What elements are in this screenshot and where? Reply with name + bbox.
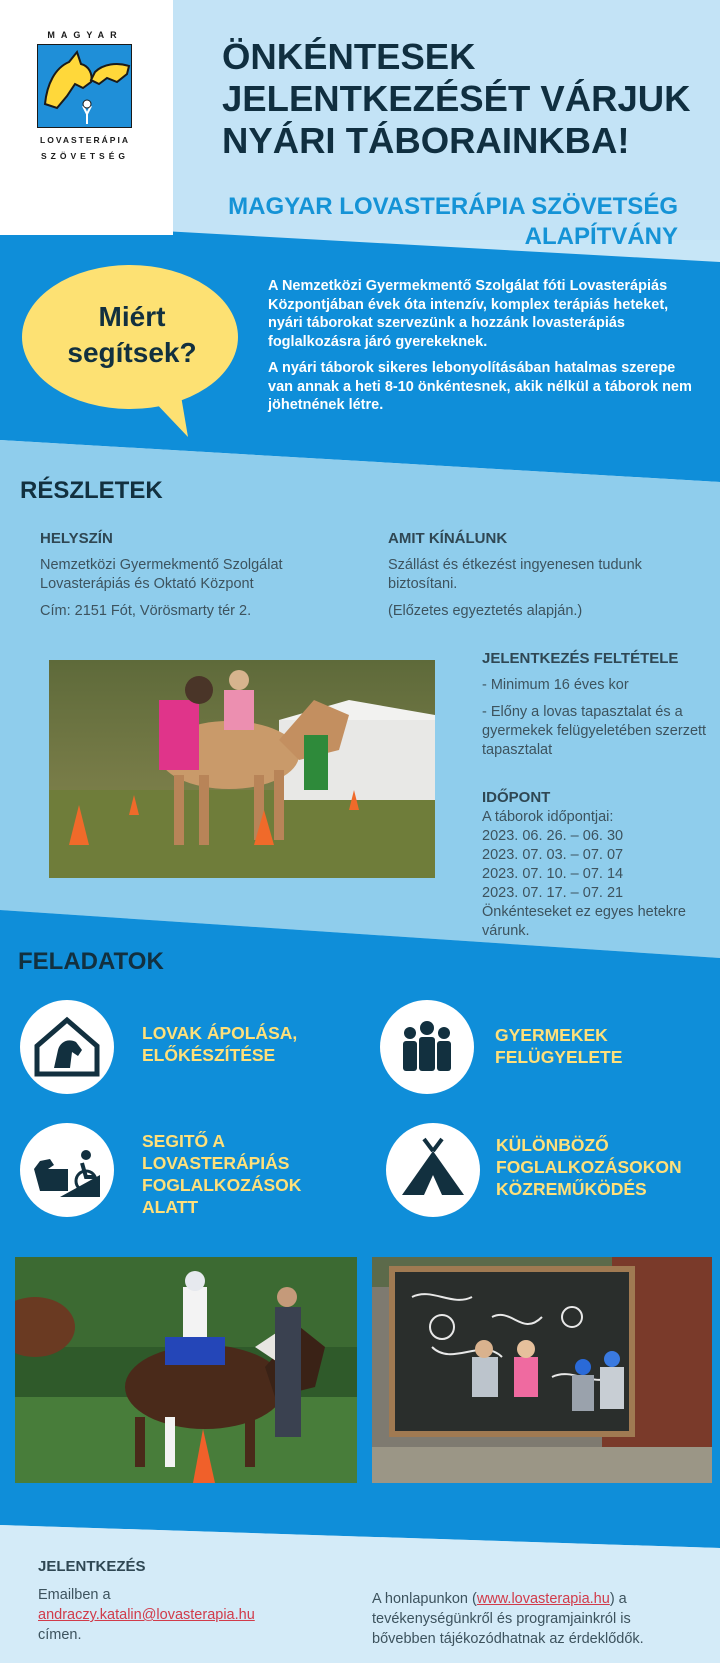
email-suffix: címen.: [38, 1627, 82, 1643]
horse-logo-icon: [37, 44, 132, 128]
tent-icon: [386, 1123, 480, 1217]
requirements-heading: JELENTKEZÉS FELTÉTELE: [482, 650, 679, 667]
offer-heading: AMIT KÍNÁLUNK: [388, 530, 508, 547]
task-1-line-1: LOVAK ÁPOLÁSA,: [142, 1023, 298, 1043]
email-block: [38, 1585, 338, 1645]
task-label-3: [142, 1130, 301, 1218]
logo-bottom-text-1: LOVASTERÁPIA: [40, 135, 130, 145]
website-suffix: ) a: [609, 1591, 627, 1607]
task-4-line-1: KÜLÖNBÖZŐ: [496, 1135, 609, 1155]
logo-bottom-text-2: SZÖVETSÉG: [41, 151, 129, 161]
why-line-2: segítsek?: [67, 337, 197, 368]
location-line-1: Nemzetközi Gyermekmentő Szolgálat Lovasterápiás és Oktató Központ: [40, 557, 283, 592]
task-2-line-2: FELÜGYELETE: [495, 1047, 623, 1067]
details-heading: RÉSZLETEK: [20, 477, 163, 504]
website-prefix: A honlapunkon (: [372, 1591, 477, 1607]
location-line-2: Cím: 2151 Fót, Vörösmarty tér 2.: [40, 603, 252, 619]
task-circle-2: [380, 1000, 474, 1094]
date-1: 2023. 06. 26. – 06. 30: [482, 828, 624, 844]
offer-text: [388, 556, 678, 629]
task-3-line-2: LOVASTERÁPIÁS: [142, 1153, 290, 1173]
blackboard-drawing-photo: [372, 1257, 712, 1483]
task-label-2: [495, 1024, 622, 1068]
logo-top-text: MAGYAR: [47, 30, 123, 40]
dates-intro: A táborok időpontjai:: [482, 809, 614, 825]
title-line-2: JELENTKEZÉSÉT VÁRJUK: [222, 78, 691, 119]
why-text: [268, 277, 696, 423]
task-3-line-1: SEGITŐ A: [142, 1131, 225, 1151]
website-line-3: bővebben tájékozódhatnak az érdeklődők.: [372, 1631, 644, 1647]
page-title: [222, 36, 720, 162]
website-line-1: [372, 1589, 682, 1609]
task-3-line-4: ALATT: [142, 1197, 199, 1217]
email-prefix: Emailben a: [38, 1587, 111, 1603]
why-paragraph-2: A nyári táborok sikeres lebonyolításában hatalmas szerepe van annak a heti 8-10 önkéntesnek, akik nélkül a táborok nem jöhetnének létre.: [268, 360, 692, 413]
why-line-1: Miért: [98, 301, 166, 332]
location-heading: HELYSZÍN: [40, 530, 113, 547]
email-link[interactable]: andraczy.katalin@lovasterapia.hu: [38, 1607, 255, 1623]
date-4: 2023. 07. 17. – 07. 21: [482, 885, 624, 901]
horse-house-icon: [20, 1000, 114, 1094]
why-paragraph-1: A Nemzetközi Gyermekmentő Szolgálat fóti Lovasterápiás Központjában évek óta intenzív, komplex terápiás heteket, nyári táborokat szervezünk a hozzánk lovasterápiás foglalkozásra járó gyerekeknek.: [268, 278, 669, 350]
horse-wheelchair-icon: [20, 1123, 114, 1217]
task-4-line-3: KÖZREMŰKÖDÉS: [496, 1179, 647, 1199]
horse-therapy-photo: [49, 660, 435, 878]
task-label-1: [142, 1022, 297, 1066]
title-line-1: ÖNKÉNTESEK: [222, 36, 476, 77]
requirement-1: - Minimum 16 éves kor: [482, 677, 629, 693]
contact-heading: JELENTKEZÉS: [38, 1558, 146, 1575]
title-line-3: NYÁRI TÁBORAINKBA!: [222, 120, 630, 161]
why-help-heading: [52, 299, 212, 371]
offer-line-2: (Előzetes egyeztetés alapján.): [388, 603, 583, 619]
date-3: 2023. 07. 10. – 07. 14: [482, 866, 624, 882]
subtitle-line-1: MAGYAR LOVASTERÁPIA SZÖVETSÉG: [228, 193, 678, 220]
task-circle-4: [386, 1123, 480, 1217]
subtitle-line-2: ALAPÍTVÁNY: [524, 223, 678, 250]
requirement-2: - Előny a lovas tapasztalat és a gyermekek felügyeletében szerzett tapasztalat: [482, 704, 707, 758]
offer-line-1: Szállást és étkezést ingyenesen tudunk biztosítani.: [388, 557, 642, 592]
task-label-4: [496, 1134, 682, 1200]
organization-subtitle: [190, 192, 678, 252]
task-circle-1: [20, 1000, 114, 1094]
pony-riding-photo: [15, 1257, 357, 1483]
requirements-text: [482, 676, 708, 768]
task-4-line-2: FOGLALKOZÁSOKON: [496, 1157, 682, 1177]
dates-heading: IDŐPONT: [482, 789, 551, 806]
website-block: [372, 1589, 682, 1649]
task-2-line-1: GYERMEKEK: [495, 1025, 608, 1045]
task-1-line-2: ELŐKÉSZÍTÉSE: [142, 1045, 276, 1065]
location-text: [40, 556, 312, 629]
date-2: 2023. 07. 03. – 07. 07: [482, 847, 624, 863]
dates-outro: Önkénteseket ez egyes hetekre várunk.: [482, 904, 686, 939]
dates-text: [482, 808, 712, 941]
website-line-2: tevékenységünkről és programjainkról is: [372, 1611, 631, 1627]
website-link[interactable]: www.lovasterapia.hu: [476, 1591, 610, 1607]
group-icon: [380, 1000, 474, 1094]
task-circle-3: [20, 1123, 114, 1217]
task-3-line-3: FOGLALKOZÁSOK: [142, 1175, 302, 1195]
tasks-heading: FELADATOK: [18, 948, 164, 975]
